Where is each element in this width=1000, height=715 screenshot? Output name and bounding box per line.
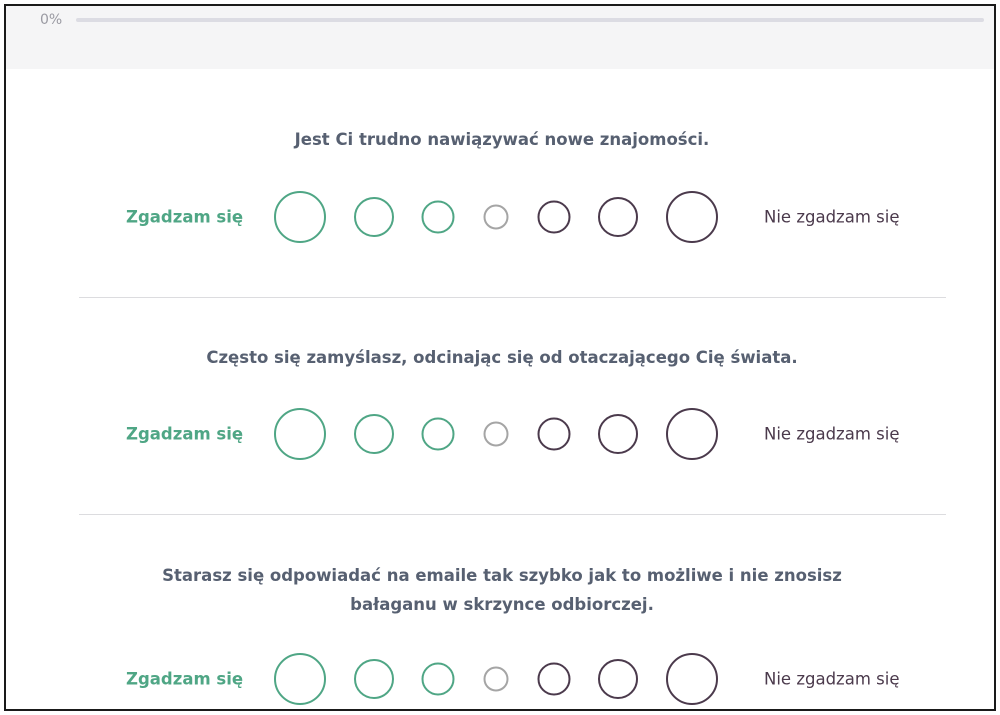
option-slightly-disagree-radio[interactable] xyxy=(538,418,571,451)
disagree-label: Nie zgadzam się xyxy=(764,669,900,689)
option-neutral-radio[interactable] xyxy=(484,205,509,230)
option-slightly-agree-radio[interactable] xyxy=(422,418,455,451)
option-strongly-agree-radio[interactable] xyxy=(274,408,326,460)
option-neutral-radio[interactable] xyxy=(484,667,509,692)
agree-label: Zgadzam się xyxy=(126,669,244,689)
disagree-label: Nie zgadzam się xyxy=(764,424,900,444)
option-strongly-disagree-radio[interactable] xyxy=(666,191,718,243)
option-agree-radio[interactable] xyxy=(354,414,394,454)
option-slightly-agree-radio[interactable] xyxy=(422,663,455,696)
question-text: Często się zamyślasz, odcinając się od otaczającego Cię świata. xyxy=(206,348,798,367)
question-text: Jest Ci trudno nawiązywać nowe znajomości. xyxy=(294,130,710,149)
option-strongly-disagree-radio[interactable] xyxy=(666,408,718,460)
option-strongly-agree-radio[interactable] xyxy=(274,653,326,705)
option-disagree-radio[interactable] xyxy=(598,659,638,699)
question-divider xyxy=(79,514,946,515)
progress-section xyxy=(6,6,994,69)
agree-label: Zgadzam się xyxy=(126,424,244,444)
option-disagree-radio[interactable] xyxy=(598,414,638,454)
question-divider xyxy=(79,297,946,298)
question-text: Starasz się odpowiadać na emaile tak szybko jak to możliwe i nie znosisz bałaganu w skrzynce odbiorczej. xyxy=(162,566,842,614)
option-agree-radio[interactable] xyxy=(354,659,394,699)
option-slightly-disagree-radio[interactable] xyxy=(538,663,571,696)
disagree-label: Nie zgadzam się xyxy=(764,207,900,227)
progress-bar xyxy=(76,18,984,22)
progress-label: 0% xyxy=(40,12,63,28)
option-disagree-radio[interactable] xyxy=(598,197,638,237)
option-agree-radio[interactable] xyxy=(354,197,394,237)
option-strongly-disagree-radio[interactable] xyxy=(666,653,718,705)
agree-label: Zgadzam się xyxy=(126,207,244,227)
option-neutral-radio[interactable] xyxy=(484,422,509,447)
option-strongly-agree-radio[interactable] xyxy=(274,191,326,243)
option-slightly-agree-radio[interactable] xyxy=(422,201,455,234)
survey-frame xyxy=(4,4,996,711)
option-slightly-disagree-radio[interactable] xyxy=(538,201,571,234)
